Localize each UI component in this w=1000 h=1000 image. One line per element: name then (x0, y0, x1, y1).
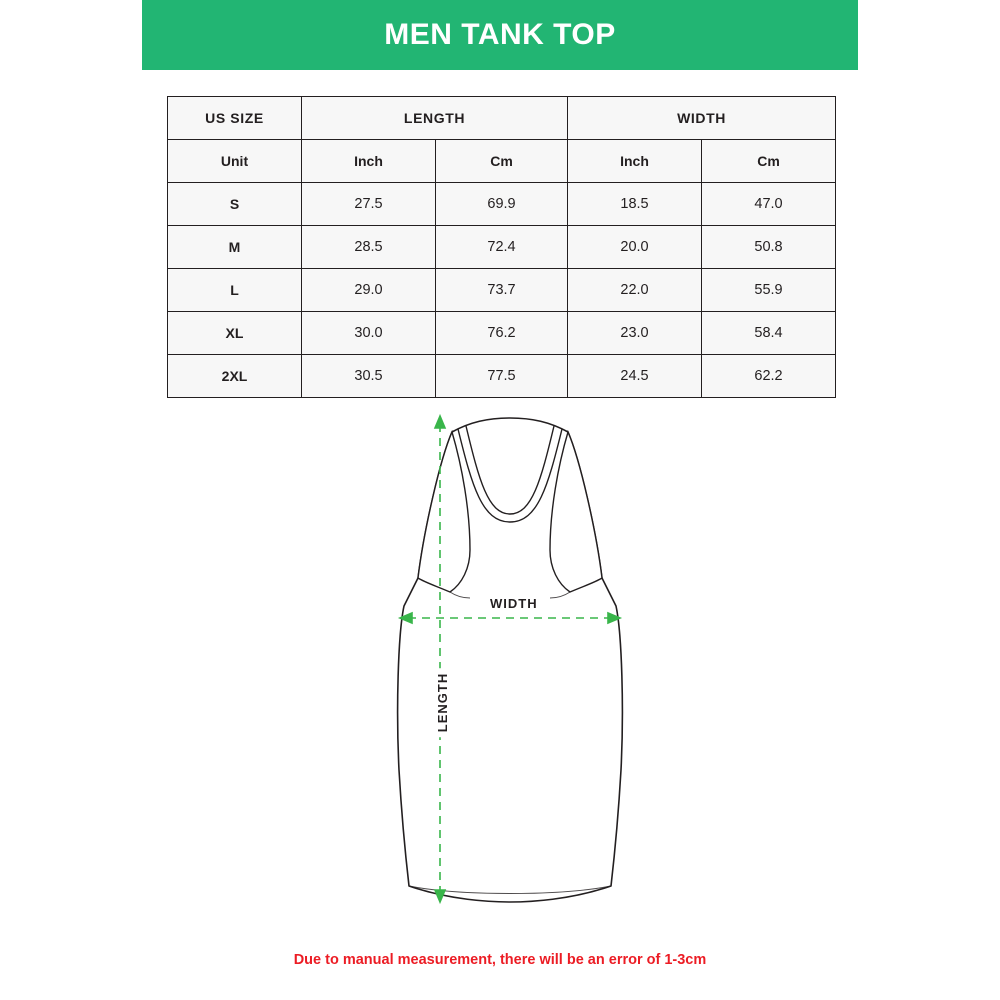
row-width-cm: 55.9 (702, 269, 836, 312)
table-header-row (168, 97, 836, 140)
row-width-inch: 23.0 (568, 312, 702, 355)
width-dimension-label: WIDTH (485, 596, 543, 611)
row-width-cm: 62.2 (702, 355, 836, 398)
unit-label: Unit (168, 140, 302, 183)
row-width-cm: 50.8 (702, 226, 836, 269)
measurement-disclaimer: Due to manual measurement, there will be an error of 1-3cm (293, 952, 707, 968)
table-header-length: LENGTH (302, 97, 568, 140)
unit-width-inch: Inch (568, 140, 702, 183)
table-header-width: WIDTH (568, 97, 836, 140)
row-width-cm: 58.4 (702, 312, 836, 355)
unit-width-cm: Cm (702, 140, 836, 183)
size-chart-table (167, 96, 836, 398)
row-length-inch: 27.5 (302, 183, 436, 226)
row-length-cm: 73.7 (436, 269, 568, 312)
table-unit-row (168, 140, 836, 183)
row-length-inch: 29.0 (302, 269, 436, 312)
row-size: XL (168, 312, 302, 355)
row-size: 2XL (168, 355, 302, 398)
row-size: S (168, 183, 302, 226)
row-length-cm: 76.2 (436, 312, 568, 355)
row-length-inch: 30.0 (302, 312, 436, 355)
row-width-inch: 24.5 (568, 355, 702, 398)
table-row (168, 226, 836, 269)
size-chart-table-wrapper (167, 96, 835, 398)
table-row (168, 269, 836, 312)
row-length-inch: 30.5 (302, 355, 436, 398)
table-row (168, 312, 836, 355)
row-width-inch: 18.5 (568, 183, 702, 226)
table-row (168, 183, 836, 226)
page-title: MEN TANK TOP (384, 18, 616, 51)
unit-length-inch: Inch (302, 140, 436, 183)
row-length-cm: 77.5 (436, 355, 568, 398)
tank-top-illustration (330, 410, 690, 910)
row-width-inch: 20.0 (568, 226, 702, 269)
row-length-inch: 28.5 (302, 226, 436, 269)
row-width-inch: 22.0 (568, 269, 702, 312)
row-size: M (168, 226, 302, 269)
row-width-cm: 47.0 (702, 183, 836, 226)
row-length-cm: 72.4 (436, 226, 568, 269)
unit-length-cm: Cm (436, 140, 568, 183)
table-row (168, 355, 836, 398)
garment-diagram (330, 410, 690, 910)
table-header-us-size: US SIZE (168, 97, 302, 140)
header-banner (142, 0, 858, 70)
row-length-cm: 69.9 (436, 183, 568, 226)
row-size: L (168, 269, 302, 312)
length-dimension-label: LENGTH (435, 668, 450, 737)
